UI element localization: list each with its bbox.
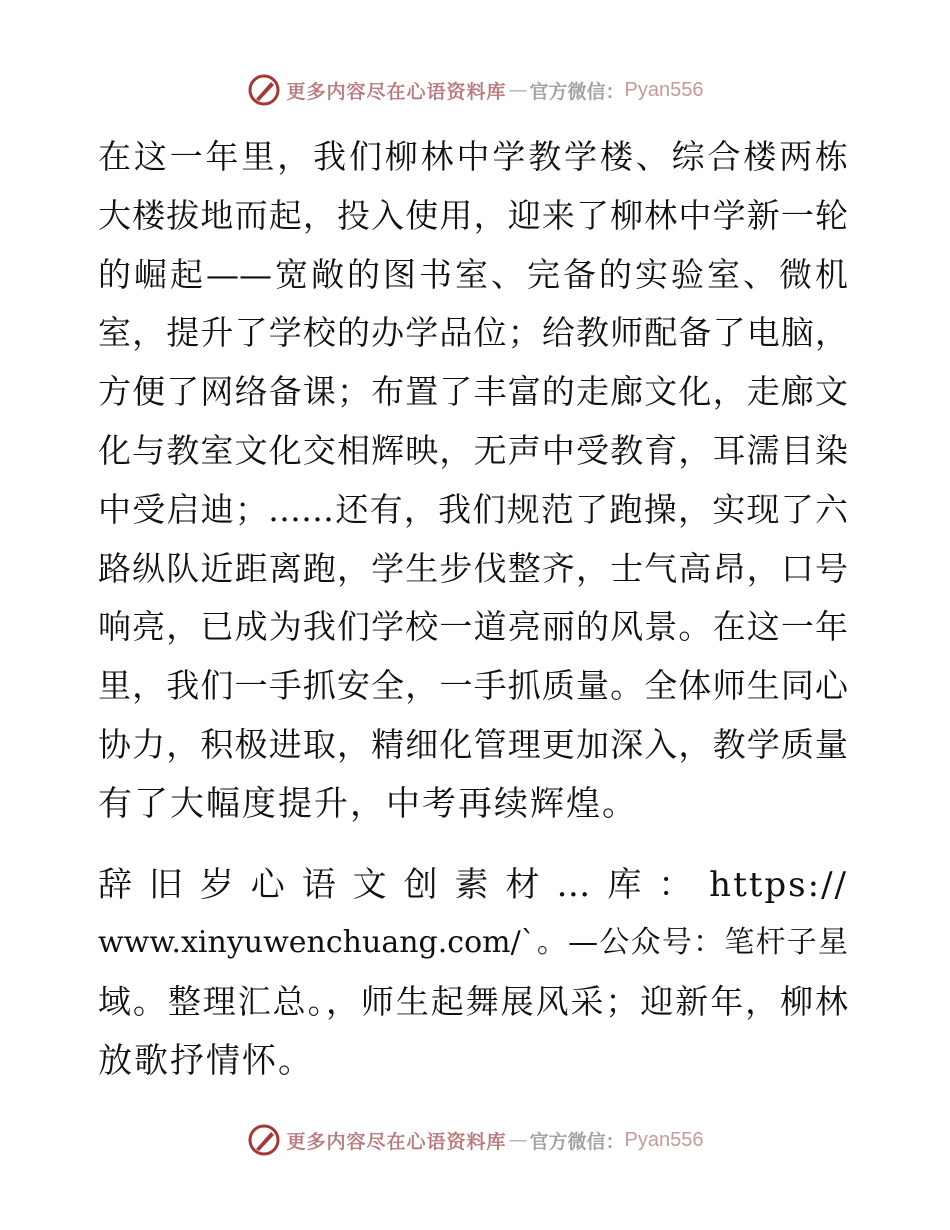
text-line: 里，我们一手抓安全，一手抓质量。全体师生同心 [98, 666, 848, 706]
text-line: 辞旧岁心语文创素材…库：https:// [98, 864, 848, 905]
text-line: 路纵队近距离跑，学生步伐整齐，士气高昂，口号 [98, 548, 848, 588]
paragraph-2 [98, 856, 848, 1091]
text-line: 中受启迪；……还有，我们规范了跑操，实现了六 [98, 489, 848, 529]
pen-logo-icon [247, 73, 281, 107]
text-line: 大楼拔地而起，投入使用，迎来了柳林中学新一轮 [98, 195, 848, 235]
wechat-label: 官方微信： [529, 1130, 625, 1153]
document-body [98, 128, 848, 1091]
banner-text: 更多内容尽在心语资料库 [286, 1130, 507, 1153]
text-line: 室，提升了学校的办学品位；给教师配备了电脑， [98, 313, 848, 353]
text-line: 的崛起——宽敞的图书室、完备的实验室、微机 [98, 254, 848, 294]
text-line: 协力，积极进取，精细化管理更加深入，教学质量 [98, 724, 848, 764]
wechat-label: 官方微信： [529, 80, 625, 103]
banner-separator: — [508, 79, 528, 101]
wechat-id: Pyan556 [624, 78, 704, 101]
banner-separator: — [508, 1129, 528, 1151]
text-line: www.xinyuwenchuang.com/`。—公众号：笔杆子星 [98, 925, 848, 961]
text-line: 响亮，已成为我们学校一道亮丽的风景。在这一年 [98, 607, 848, 647]
text-line: 在这一年里，我们柳林中学教学楼、综合楼两栋 [98, 137, 848, 176]
text-line: 域。整理汇总。，师生起舞展风采；迎新年，柳林 [98, 982, 848, 1022]
paragraph-1 [98, 128, 848, 834]
wechat-id: Pyan556 [624, 1128, 704, 1151]
text-line: 方便了网络备课；布置了丰富的走廊文化，走廊文 [98, 372, 848, 412]
text-line: 放歌抒情怀。 [98, 1040, 314, 1081]
text-line: 有了大幅度提升，中考再续辉煌。 [98, 783, 638, 824]
footer-banner [0, 1120, 950, 1160]
header-banner [0, 70, 950, 110]
pen-logo-icon [247, 1123, 281, 1157]
text-line: 化与教室文化交相辉映，无声中受教育，耳濡目染 [98, 430, 848, 470]
banner-text: 更多内容尽在心语资料库 [286, 80, 507, 103]
